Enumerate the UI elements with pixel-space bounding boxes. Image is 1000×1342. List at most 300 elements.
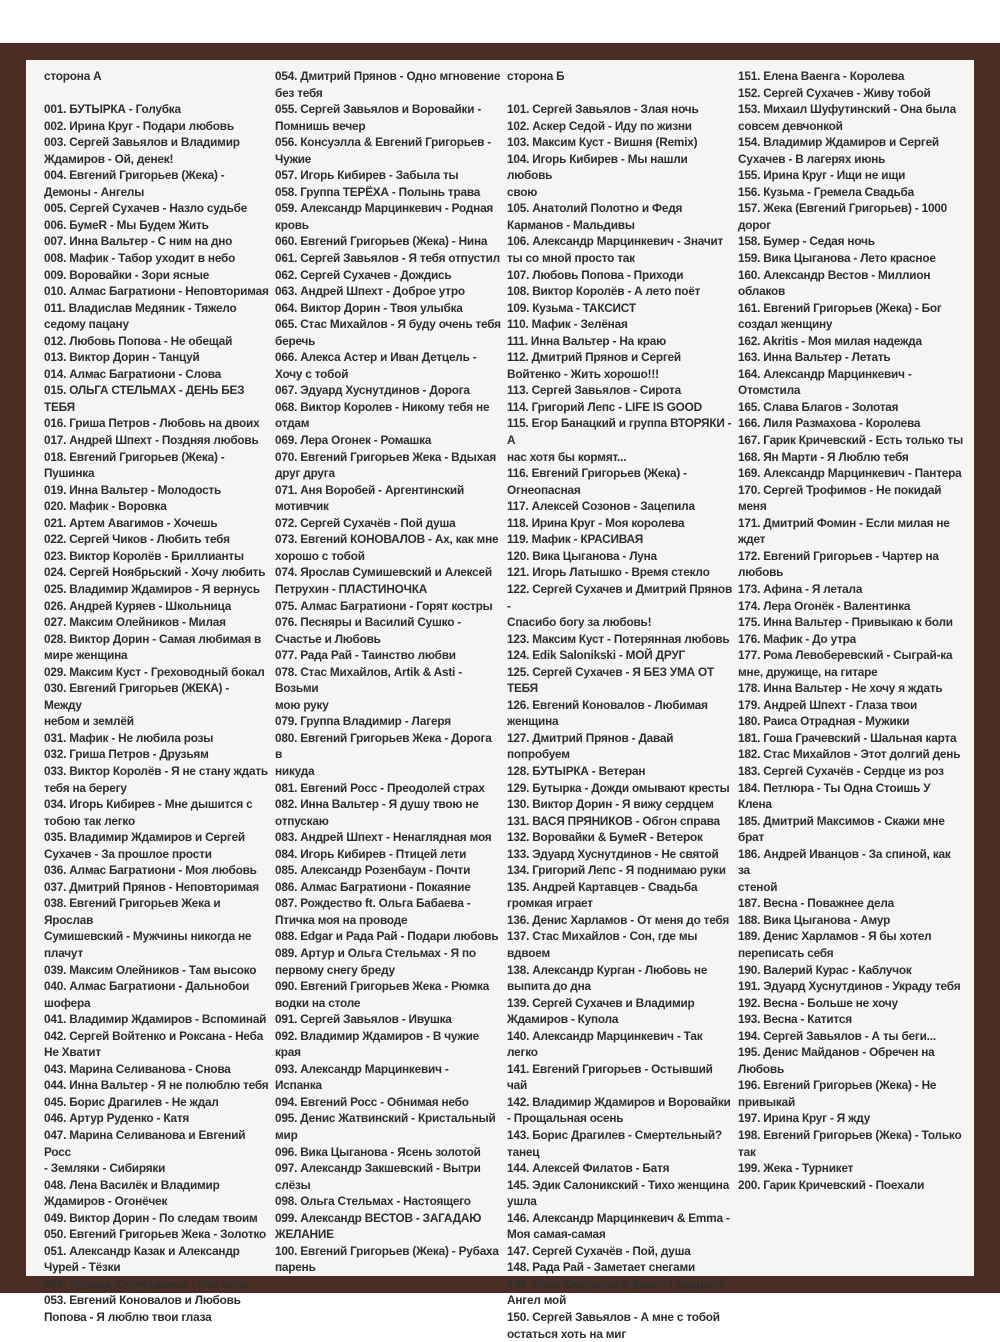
track-line: Сухачев - В лагерях июнь [738, 151, 886, 166]
track-entry [738, 167, 964, 184]
track-entry [44, 1127, 269, 1177]
track-line: Карманов - Мальдивы [507, 217, 635, 232]
track-line: 143. Борис Драгилев - Смертельный? [507, 1128, 722, 1142]
track-line: 172. Евгений Григорьев - Чартер на [738, 548, 939, 563]
track-line: 044. Инна Вальтер - Я не полюблю тебя [44, 1078, 269, 1093]
track-entry [507, 962, 732, 995]
track-line: совсем девчонкой [738, 118, 843, 133]
track-line: 105. Анатолий Полотно и Федя [507, 201, 683, 216]
track-line: 009. Воровайки - Зори ясные [44, 267, 210, 282]
track-line: 046. Артур Руденко - Катя [44, 1111, 190, 1126]
track-entry [738, 697, 964, 714]
track-entry [507, 515, 732, 532]
track-entry [44, 631, 269, 664]
track-entry [507, 912, 732, 929]
track-line: 160. Александр Вестов - Миллион [738, 267, 931, 282]
track-line: свою [507, 184, 538, 199]
track-entry [275, 647, 501, 664]
track-entry [44, 134, 269, 167]
track-line: водки на столе [275, 995, 361, 1010]
track-line: друг друга [275, 466, 335, 481]
track-line: 195. Денис Майданов - Обречен на [738, 1045, 935, 1060]
track-entry [738, 465, 964, 482]
track-entry [44, 498, 269, 515]
track-entry [738, 415, 964, 432]
track-entry [507, 101, 732, 118]
track-entry [738, 101, 964, 134]
track-line: 118. Ирина Круг - Моя королева [507, 515, 685, 530]
track-entry [507, 1210, 732, 1243]
track-line: создал женщину [738, 317, 833, 332]
track-entry [507, 1127, 732, 1160]
track-line: 017. Андрей Шпехт - Поздняя любовь [44, 433, 259, 448]
track-line: 071. Аня Воробей - Аргентинский [275, 482, 465, 497]
track-line: 063. Андрей Шпехт - Доброе утро [275, 284, 465, 299]
track-entry [44, 1028, 269, 1061]
track-line: 011. Владислав Медяник - Тяжело [44, 300, 237, 315]
track-line: 032. Гриша Петров - Друзьям [44, 747, 209, 762]
track-entry [738, 978, 964, 995]
track-entry [738, 813, 964, 846]
track-entry [275, 1061, 501, 1094]
side-a-header: сторона А [44, 69, 102, 83]
track-entry [44, 432, 269, 449]
track-line: 007. Инна Вальтер - С ним на дно [44, 234, 233, 249]
track-entry [507, 333, 732, 350]
track-line: 188. Вика Цыганова - Амур [738, 912, 891, 927]
track-line: 020. Мафик - Воровка [44, 499, 167, 514]
track-entry [738, 895, 964, 912]
track-entry [275, 1011, 501, 1028]
track-line: 111. Инна Вальтер - На краю [507, 333, 667, 348]
track-line: 157. Жека (Евгений Григорьев) - 1000 [738, 201, 948, 216]
track-line: 109. Кузьма - ТАКСИСТ [507, 300, 636, 315]
track-line: 006. БумеR - Мы Будем Жить [44, 217, 209, 232]
track-entry [44, 829, 269, 862]
track-line: 026. Андрей Куряев - Школьница [44, 598, 232, 613]
track-line: 053. Евгений Коновалов и Любовь [44, 1293, 241, 1308]
track-line: 066. Алекса Астер и Иван Детцель - [275, 350, 477, 365]
track-entry [507, 415, 732, 465]
track-entry [738, 614, 964, 631]
track-line: 004. Евгений Григорьев (Жека) - [44, 168, 225, 183]
track-line: мире женщина [44, 648, 128, 663]
track-entry [44, 1011, 269, 1028]
track-list [44, 101, 269, 1325]
track-line: мне, дружище, на гитаре [738, 664, 878, 679]
track-line: 104. Игорь Кибирев - Мы нашли любовь [507, 151, 688, 183]
track-entry [275, 713, 501, 730]
track-line: 040. Алмас Багратиони - Дальнобои [44, 979, 250, 994]
track-entry [275, 945, 501, 978]
track-line: 159. Вика Цыганова - Лето красное [738, 251, 936, 266]
track-line: 033. Виктор Королёв - Я не стану ждать [44, 763, 268, 778]
track-line: 062. Сергей Сухачев - Дождись [275, 267, 452, 282]
track-entry [507, 1177, 732, 1210]
track-entry [738, 200, 964, 233]
track-entry [507, 697, 732, 730]
track-entry [738, 581, 964, 598]
track-line: 019. Инна Вальтер - Молодость [44, 482, 222, 497]
track-line: 047. Марина Селиванова и Евгений Росс [44, 1128, 246, 1159]
track-entry [507, 465, 732, 498]
track-line: 162. Akritis - Моя милая надежда [738, 333, 922, 348]
track-line: тебя на берегу [44, 780, 127, 795]
track-line: 034. Игорь Кибирев - Мне дышится с [44, 797, 253, 812]
track-line: 035. Владимир Ждамиров и Сергей [44, 830, 245, 845]
track-line: шофера [44, 995, 91, 1010]
track-line: ждет [738, 532, 766, 547]
track-line: 196. Евгений Григорьев (Жека) - Не [738, 1078, 937, 1093]
track-entry [738, 746, 964, 763]
track-line: Сухачев - За прошлое прости [44, 846, 212, 861]
track-entry [275, 68, 501, 101]
track-entry [738, 1011, 964, 1028]
track-line: парень [275, 1260, 316, 1275]
track-line: 080. Евгений Григорьев Жека - Дорога в [275, 730, 492, 762]
track-line: 048. Лена Василёк и Владимир [44, 1177, 220, 1192]
track-line: 022. Сергей Чиков - Любить тебя [44, 532, 230, 547]
track-line: 114. Григорий Лепс - LIFE IS GOOD [507, 399, 702, 414]
track-line: 124. Edik Salonikski - МОЙ ДРУГ [507, 648, 685, 663]
track-line: Счастье и Любовь [275, 631, 381, 646]
track-line: 074. Ярослав Сумишевский и Алексей [275, 565, 492, 580]
track-entry [44, 746, 269, 763]
track-entry [738, 598, 964, 615]
track-line: переписать себя [738, 945, 834, 960]
track-line: Ждамиров - Ой, денек! [44, 151, 174, 166]
track-line: седому пацану [44, 317, 129, 332]
track-entry [507, 1243, 732, 1260]
track-entry [507, 879, 732, 912]
track-line: 067. Эдуард Хуснутдинов - Дорога [275, 383, 470, 398]
track-line: 090. Евгений Григорьев Жека - Рюмка [275, 979, 490, 994]
track-entry [507, 664, 732, 697]
track-line: ЖЕЛАНИЕ [275, 1227, 334, 1242]
track-line: нас хотя бы кормят... [507, 449, 627, 464]
track-line: Отомстила [738, 383, 801, 398]
track-entry [738, 647, 964, 680]
track-line: 154. Владимир Ждамиров и Сергей [738, 135, 939, 150]
tracklist-column-1 [44, 68, 269, 1326]
track-entry [738, 962, 964, 979]
track-entry [275, 895, 501, 928]
track-line: 102. Аскер Седой - Иду по жизни [507, 118, 692, 133]
track-line: 018. Евгений Григорьев (Жека) - [44, 449, 225, 464]
track-line: 175. Инна Вальтер - Привыкаю к боли [738, 615, 953, 630]
track-entry [507, 1276, 732, 1309]
track-line: 166. Лиля Размахова - Королева [738, 416, 921, 431]
track-line: 036. Алмас Багратиони - Моя любовь [44, 863, 257, 878]
track-entry [507, 233, 732, 266]
track-line: 089. Артур и Ольга Стельмах - Я по [275, 945, 476, 960]
track-line: отпускаю [275, 813, 329, 828]
track-line: 185. Дмитрий Максимов - Скажи мне [738, 813, 945, 828]
track-line: небом и землёй [44, 714, 134, 729]
track-entry [738, 995, 964, 1012]
track-line: 169. Александр Марцинкевич - Пантера [738, 466, 962, 481]
track-line: 137. Стас Михайлов - Сон, где мы [507, 929, 698, 944]
track-line: 082. Инна Вальтер - Я душу твою не [275, 797, 479, 812]
track-entry [738, 449, 964, 466]
track-line: 135. Андрей Картавцев - Свадьба [507, 879, 698, 894]
track-line: 144. Алексей Филатов - Батя [507, 1161, 670, 1176]
track-line: без тебя [275, 85, 323, 100]
track-entry [275, 796, 501, 829]
track-entry [275, 515, 501, 532]
track-line: 164. Александр Марцинкевич - [738, 366, 912, 381]
track-line: остаться хоть на миг [507, 1326, 627, 1341]
track-line: 170. Сергей Трофимов - Не покидай [738, 482, 942, 497]
track-line: 024. Сергей Ноябрьский - Хочу любить [44, 565, 266, 580]
track-line: выпита до дна [507, 979, 591, 994]
track-line: 186. Андрей Иванцов - За спиной, как за [738, 846, 951, 878]
track-line: 115. Егор Банацкий и группа ВТОРЯКИ - А [507, 416, 732, 448]
track-line: 191. Эдуард Хуснутдинов - Украду тебя [738, 979, 961, 994]
track-entry [275, 1210, 501, 1243]
track-line: 101. Сергей Завьялов - Злая ночь [507, 102, 699, 117]
track-entry [44, 962, 269, 979]
track-line: 119. Мафик - КРАСИВАЯ [507, 532, 644, 547]
track-entry [738, 85, 964, 102]
track-line: 142. Владимир Ждамиров и Воровайки [507, 1094, 731, 1109]
track-line: 187. Весна - Поважнее дела [738, 896, 895, 911]
track-line: 010. Алмас Багратиони - Неповторимая [44, 284, 269, 299]
track-entry [738, 366, 964, 399]
track-entry [44, 614, 269, 631]
track-line: тобою так легко [44, 813, 135, 828]
track-line: 198. Евгений Григорьев (Жека) - Только [738, 1128, 962, 1142]
track-entry [44, 333, 269, 350]
track-line: 122. Сергей Сухачев и Дмитрий Прянов - [507, 581, 732, 613]
track-line: так [738, 1144, 756, 1159]
track-entry [44, 763, 269, 796]
track-line: 003. Сергей Завьялов и Владимир [44, 135, 240, 150]
track-entry [275, 1160, 501, 1193]
track-entry [44, 482, 269, 499]
track-entry [44, 730, 269, 747]
track-line: Ждамиров - Купола [507, 1012, 619, 1027]
track-line: 168. Ян Марти - Я Люблю тебя [738, 449, 909, 464]
track-line: 133. Эдуард Хуснутдинов - Не святой [507, 846, 719, 861]
track-line: 095. Денис Жатвинский - Кристальный [275, 1111, 496, 1126]
track-line: 180. Раиса Отрадная - Мужики [738, 714, 910, 729]
track-entry [44, 1094, 269, 1111]
track-line: 099. Александр ВЕСТОВ - ЗАГАДАЮ [275, 1210, 482, 1225]
track-line: 103. Максим Куст - Вишня (Remix) [507, 135, 698, 150]
track-entry [507, 1061, 732, 1094]
track-entry [738, 515, 964, 548]
track-entry [507, 267, 732, 284]
track-line: 027. Максим Олейников - Милая [44, 615, 226, 630]
track-entry [507, 846, 732, 863]
track-entry [738, 780, 964, 813]
track-line: 171. Дмитрий Фомин - Если милая не [738, 515, 950, 530]
track-entry [507, 399, 732, 416]
track-entry [44, 664, 269, 681]
track-entry [44, 564, 269, 581]
track-line: Хочу с тобой [275, 366, 349, 381]
track-entry [507, 1259, 732, 1276]
track-entry [275, 1028, 501, 1061]
track-entry [507, 118, 732, 135]
track-line: 002. Ирина Круг - Подари любовь [44, 118, 234, 133]
track-entry [275, 614, 501, 647]
track-entry [738, 184, 964, 201]
track-entry [507, 581, 732, 631]
track-entry [44, 581, 269, 598]
track-entry [507, 134, 732, 151]
track-entry [738, 1160, 964, 1177]
tracklist-sheet [0, 43, 1000, 1341]
track-line: Петрухин - ПЛАСТИНОЧКА [275, 581, 428, 596]
track-entry [44, 1110, 269, 1127]
track-line: облаков [738, 284, 786, 299]
track-line: Не Хватит [44, 1045, 101, 1060]
track-line: 155. Ирина Круг - Ищи не ищи [738, 168, 906, 183]
track-line: Демоны - Ангелы [44, 184, 145, 199]
track-entry [275, 101, 501, 134]
track-line: 112. Дмитрий Прянов и Сергей [507, 350, 681, 365]
track-entry [738, 333, 964, 350]
track-line: 077. Рада Рай - Таинство любви [275, 648, 456, 663]
track-entry [44, 879, 269, 896]
track-entry [738, 730, 964, 747]
track-line: 153. Михаил Шуфутинский - Она была [738, 102, 956, 117]
track-entry [275, 233, 501, 250]
track-entry [507, 151, 732, 201]
track-entry [44, 548, 269, 565]
track-entry [44, 449, 269, 482]
track-entry [275, 780, 501, 797]
track-line: 145. Эдик Салоникский - Тихо женщина [507, 1177, 730, 1192]
track-entry [275, 564, 501, 597]
track-line: легко [507, 1045, 538, 1060]
track-line: 110. Мафик - Зелёная [507, 317, 628, 332]
track-line: Войтенко - Жить хорошо!!! [507, 366, 659, 381]
track-list [507, 101, 732, 1342]
track-entry [507, 862, 732, 879]
track-entry [275, 598, 501, 615]
track-entry [507, 631, 732, 648]
track-line: - Земляки - Сибиряки [44, 1161, 166, 1176]
track-line: 161. Евгений Григорьев (Жека) - Бог [738, 300, 942, 315]
track-line: 084. Игорь Кибирев - Птицей лети [275, 846, 467, 861]
track-line: 065. Стас Михайлов - Я буду очень тебя [275, 317, 501, 332]
track-entry [44, 531, 269, 548]
track-line: 005. Сергей Сухачев - Назло судьбе [44, 201, 248, 216]
track-line: любовь [738, 565, 784, 580]
track-line: 064. Виктор Дорин - Твоя улыбка [275, 300, 463, 315]
track-line: вдвоем [507, 945, 550, 960]
track-line: Огнеопасная [507, 482, 581, 497]
track-line: Чурей - Тёзки [44, 1260, 121, 1275]
track-entry [738, 1028, 964, 1045]
track-line: 038. Евгений Григорьев Жека и Ярослав [44, 896, 221, 927]
header-spacer [44, 85, 269, 102]
track-line: ушла [507, 1194, 537, 1209]
track-entry [275, 316, 501, 349]
track-entry [507, 316, 732, 333]
track-entry [738, 1044, 964, 1077]
track-entry [507, 995, 732, 1028]
track-entry [738, 763, 964, 780]
track-line: привыкай [738, 1094, 796, 1109]
track-entry [44, 1177, 269, 1210]
track-entry [507, 647, 732, 664]
track-line: ты со мной просто так [507, 251, 635, 266]
track-line: стеной [738, 879, 778, 894]
track-entry [44, 233, 269, 250]
track-entry [275, 200, 501, 233]
track-entry [275, 250, 501, 267]
track-entry [507, 928, 732, 961]
track-line: 123. Максим Куст - Потерянная любовь [507, 631, 730, 646]
track-entry [738, 928, 964, 961]
track-line: 091. Сергей Завьялов - Ивушка [275, 1012, 452, 1027]
track-line: 015. ОЛЬГА СТЕЛЬМАХ - ДЕНЬ БЕЗ ТЕБЯ [44, 383, 245, 414]
track-line: 117. Алексей Созонов - Зацепила [507, 499, 695, 514]
track-entry [44, 796, 269, 829]
track-entry [44, 895, 269, 961]
tracklist-column-2 [275, 68, 501, 1276]
track-line: 081. Евгений Росс - Преодолей страх [275, 780, 485, 795]
track-line: никуда [275, 763, 315, 778]
track-line: 121. Игорь Латышко - Время стекло [507, 565, 710, 580]
track-entry [275, 267, 501, 284]
track-line: 073. Евгений КОНОВАЛОВ - Ах, как мне [275, 532, 499, 547]
header-spacer [507, 85, 732, 102]
track-entry [507, 1094, 732, 1127]
track-entry [44, 1226, 269, 1243]
track-line: 094. Евгений Росс - Обнимая небо [275, 1094, 469, 1109]
tracklist-panel [26, 60, 974, 1341]
track-line: хорошо с тобой [275, 548, 365, 563]
track-entry [275, 167, 501, 184]
track-line: 126. Евгений Коновалов - Любимая [507, 697, 708, 712]
track-line: 174. Лера Огонёк - Валентинка [738, 598, 911, 613]
track-line: Чужие [275, 151, 312, 166]
track-entry [738, 233, 964, 250]
track-line: Ждамиров - Огонёчек [44, 1194, 168, 1209]
track-entry [507, 730, 732, 763]
track-entry [44, 382, 269, 415]
track-line: Сумишевский - Мужчины никогда не [44, 929, 252, 944]
track-entry [507, 1309, 732, 1342]
track-line: 031. Мафик - Не любила розы [44, 730, 214, 745]
track-entry [44, 300, 269, 333]
track-list [738, 68, 964, 1193]
track-entry [44, 978, 269, 1011]
track-entry [275, 978, 501, 1011]
track-line: кровь [275, 217, 309, 232]
track-line: 173. Афина - Я летала [738, 581, 863, 596]
track-entry [738, 399, 964, 416]
track-entry [275, 382, 501, 399]
track-line: 078. Стас Михайлов, Artik & Asti - Возьми [275, 664, 462, 696]
track-entry [507, 200, 732, 233]
track-line: 060. Евгений Григорьев (Жека) - Нина [275, 234, 488, 249]
track-line: 179. Андрей Шпехт - Глаза твои [738, 697, 918, 712]
track-entry [44, 1077, 269, 1094]
track-entry [738, 631, 964, 648]
track-entry [275, 1110, 501, 1143]
track-line: 056. Консуэлла & Евгений Григорьев - [275, 135, 492, 150]
track-entry [507, 531, 732, 548]
track-entry [44, 680, 269, 730]
tracklist-column-3 [507, 68, 732, 1342]
track-entry [507, 300, 732, 317]
